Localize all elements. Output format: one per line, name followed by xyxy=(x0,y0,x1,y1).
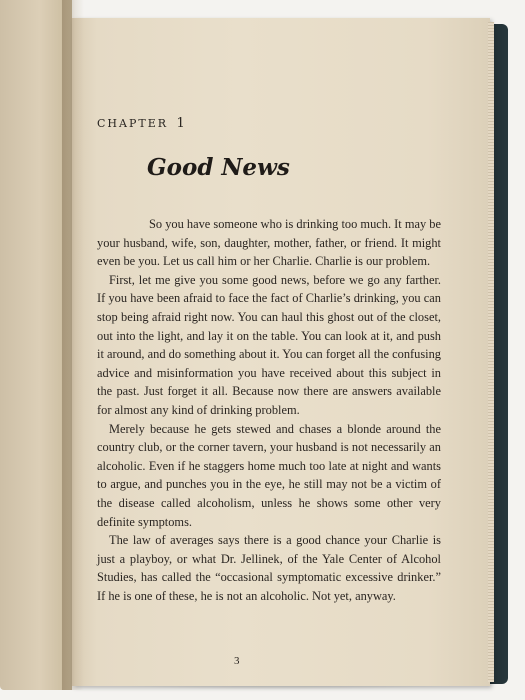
chapter-body xyxy=(97,215,441,605)
chapter-label: CHAPTER xyxy=(97,117,169,130)
chapter-heading xyxy=(97,116,185,131)
chapter-title: Good News xyxy=(147,154,290,181)
chapter-number: 1 xyxy=(176,116,185,131)
page-gutter xyxy=(62,0,84,690)
page-edges xyxy=(488,22,494,682)
paragraph: The law of averages says there is a good chance your Charlie is just a playboy, or what Dr. Jellinek, of the Yale Center of Alcohol Studies, has called the “occasional symptomatic excessive drinker.” If he is one of these, he is not an alcoholic. Not yet, anyway. xyxy=(97,533,441,603)
paragraph: Merely because he gets stewed and chases a blonde around the country club, or the corner tavern, your husband is not necessarily an alcoholic. Even if he staggers home much too late at night and wants to argue, and punches you in the eye, he still may not be a victim of the disease called alcoholism, unless he shows some other very definite symptoms. xyxy=(97,421,441,529)
paragraph: So you have someone who is drinking too much. It may be your husband, wife, son, daughter, mother, father, or friend. It might even be you. Let us call him or her Charlie. Charlie is our problem. xyxy=(97,217,441,269)
page-number: 3 xyxy=(234,655,240,667)
paragraph: First, let me give you some good news, before we go any farther. If you have been afraid to face the fact of Charlie’s drinking, you can stop being afraid right now. You can haul this ghost out of the closet, out into the light, and lay it on the table. You can look at it, and push it around, and do something about it. You can forget all the confusing advice and misinformation you have received about this subject in the past. Just forget it all. Because now there are answers available for almost any kind of drinking problem. xyxy=(97,272,441,417)
